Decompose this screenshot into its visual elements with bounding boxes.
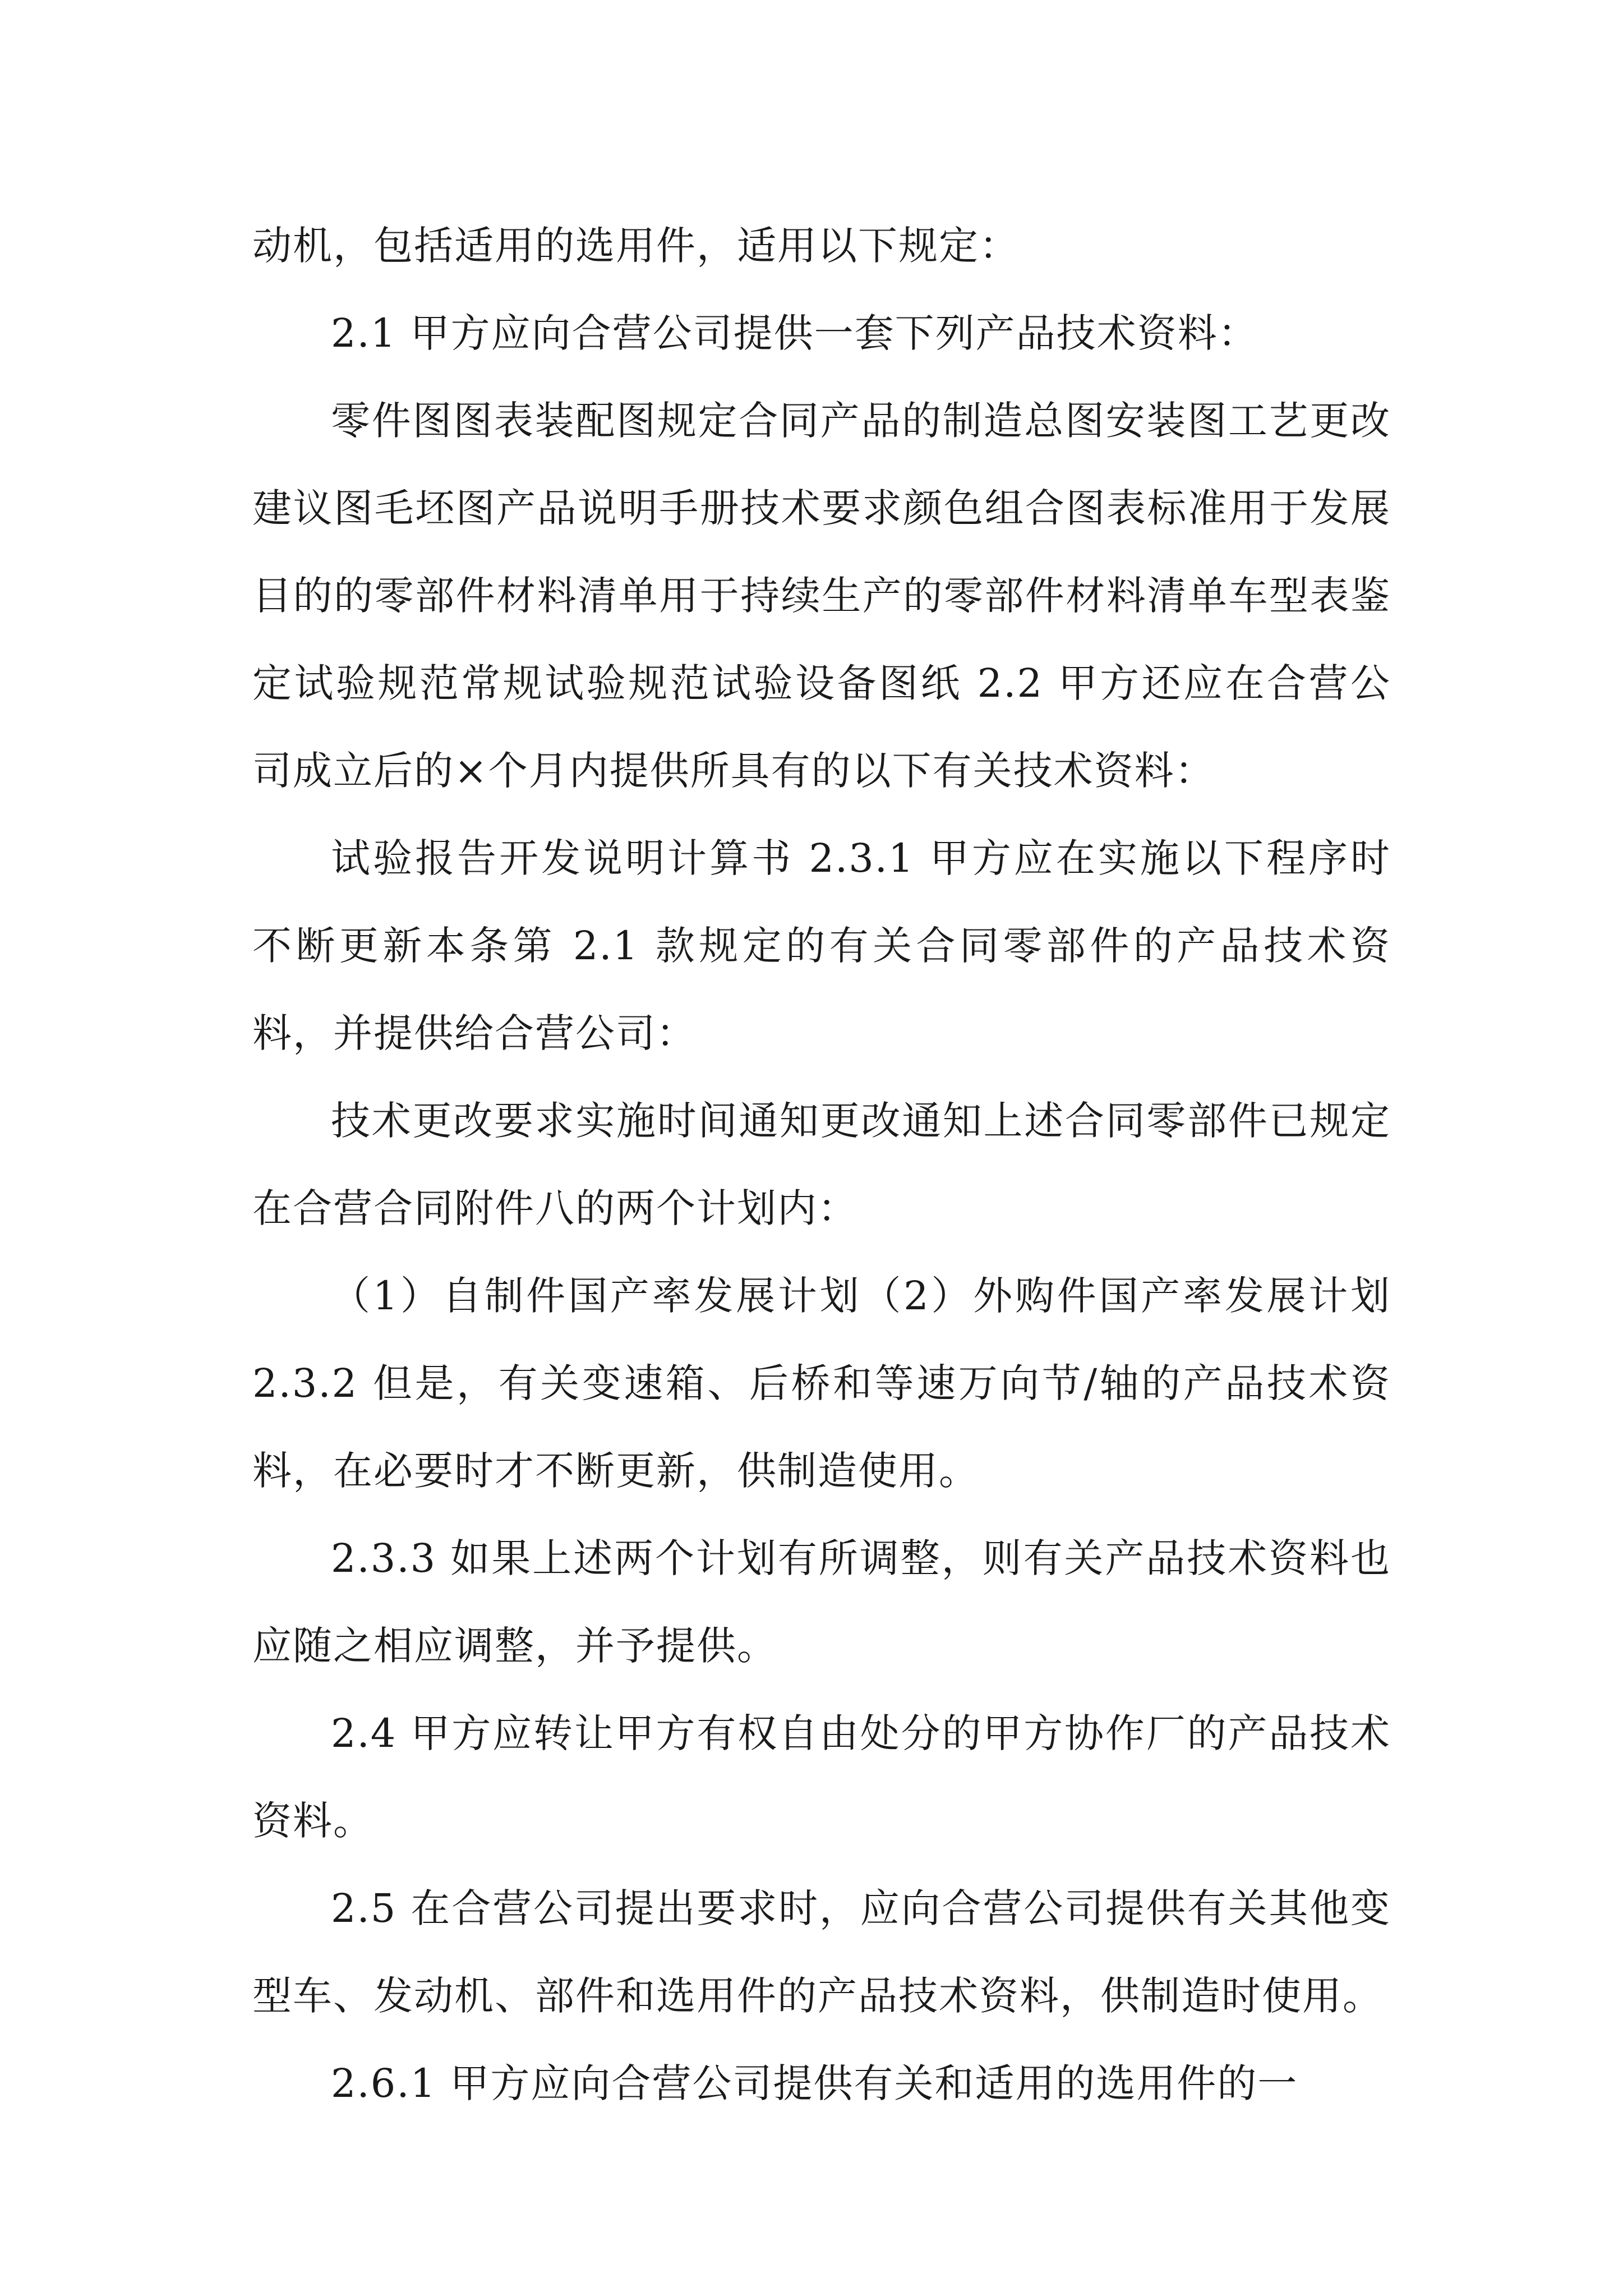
body-text	[252, 202, 1391, 2127]
paragraph: 2.5 在合营公司提出要求时，应向合营公司提供有关其他变型车、发动机、部件和选用件的产品技术资料，供制造时使用。	[252, 1885, 1391, 2019]
paragraph: 技术更改要求实施时间通知更改通知上述合同零部件已规定在合营合同附件八的两个计划内：	[252, 1098, 1391, 1231]
paragraph: 2.1 甲方应向合营公司提供一套下列产品技术资料：	[331, 310, 1258, 356]
paragraph: （1）自制件国产率发展计划（2）外购件国产率发展计划 2.3.2 但是，有关变速箱、后桥和等速万向节/轴的产品技术资料，在必要时才不断更新，供制造使用。	[252, 1273, 1391, 1494]
paragraph: 2.3.3 如果上述两个计划有所调整，则有关产品技术资料也应随之相应调整，并予提供。	[252, 1535, 1391, 1669]
paragraph: 动机，包括适用的选用件，适用以下规定：	[252, 223, 1020, 269]
paragraph: 零件图图表装配图规定合同产品的制造总图安装图工艺更改建议图毛坯图产品说明手册技术要求颜色组合图表标准用于发展目的的零部件材料清单用于持续生产的零部件材料清单车型表鉴定试验规范常规试验规范试验设备图纸 2.2 甲方还应在合营公司成立后的×个月内提供所具有的以下有关技术资料：	[252, 398, 1391, 794]
paragraph: 试验报告开发说明计算书 2.3.1 甲方应在实施以下程序时不断更新本条第 2.1 款规定的有关合同零部件的产品技术资料，并提供给合营公司：	[252, 835, 1391, 1056]
paragraph: 2.6.1 甲方应向合营公司提供有关和适用的选用件的一	[331, 2060, 1298, 2106]
paragraph: 2.4 甲方应转让甲方有权自由处分的甲方协作厂的产品技术资料。	[252, 1710, 1391, 1844]
